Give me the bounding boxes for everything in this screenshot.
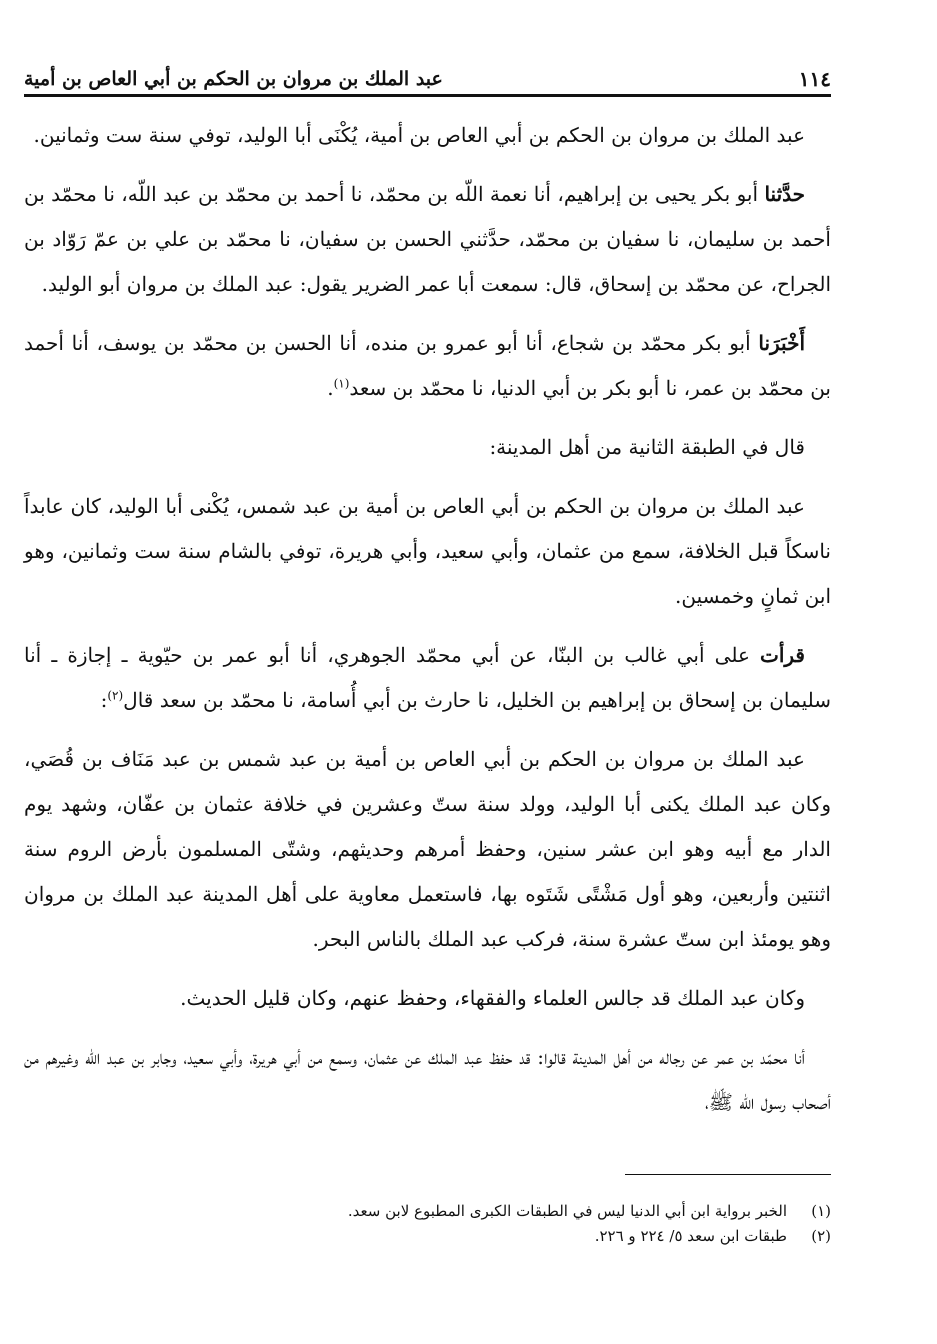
paragraph-text: عبد الملك بن مروان بن الحكم بن أبي العاص بن أمية بن عبد شمس، يُكْنى أبا الوليد، كان عابداً ناسكاً قبل الخلافة، سمع من عثمان، وأبي سعيد، وأبي هريرة، توفي بالشام سنة ست وثمانين، وهو ابن ثمانٍ وخمسين.	[24, 494, 831, 608]
paragraph-text: على أبي غالب بن البنّا، عن أبي محمّد الجوهري، أنا أبو عمر بن حيّوية ـ إجازة ـ أنا سليمان بن إسحاق بن إبراهيم بن الخليل، نا حارث بن أبي أُسامة، نا محمّد بن سعد قال	[24, 643, 831, 712]
paragraph-2	[24, 172, 831, 307]
footnote-rule	[625, 1174, 831, 1175]
footnote-ref-2[interactable]: (٢)	[107, 688, 124, 703]
footnote-2	[24, 1224, 831, 1249]
paragraph-1	[24, 113, 831, 158]
paragraph-lead: أَخْبَرَنا	[758, 331, 805, 355]
paragraph-8	[24, 976, 831, 1021]
footnote-1	[24, 1199, 831, 1224]
paragraph-lead: قرأت	[760, 643, 805, 667]
footnote-number: (١)	[811, 1202, 831, 1220]
footnote-text: طبقات ابن سعد ٥/ ٢٢٤ و ٢٢٦.	[594, 1227, 787, 1245]
page-number: ١١٤	[798, 67, 831, 91]
paragraph-7	[24, 737, 831, 962]
footnote-number: (٢)	[811, 1227, 831, 1245]
paragraph-5	[24, 484, 831, 619]
paragraph-tail: :	[100, 688, 108, 712]
footnote-text: الخبر برواية ابن أبي الدنيا ليس في الطبقات الكبرى المطبوع لابن سعد.	[347, 1202, 787, 1220]
paragraph-text: وكان عبد الملك قد جالس العلماء والفقهاء، وحفظ عنهم، وكان قليل الحديث.	[180, 986, 805, 1010]
paragraph-4	[24, 425, 831, 470]
paragraph-text: أبو بكر يحيى بن إبراهيم، أنا نعمة اللّه بن محمّد، نا أحمد بن محمّد بن عبد اللّه، نا محمّد بن أحمد بن سليمان، نا سفيان بن محمّد، حدَّثني الحسن بن سفيان، نا محمّد بن علي بن عمّ رَوّاد بن الجراح، عن محمّد بن إسحاق، قال: سمعت أبا عمر الضرير يقول: عبد الملك بن مروان أبو الوليد.	[24, 182, 831, 296]
paragraph-text: أبو بكر محمّد بن شجاع، أنا أبو عمرو بن منده، أنا الحسن بن محمّد بن يوسف، أنا أحمد بن محمّد بن عمر، نا أبو بكر بن أبي الدنيا، نا محمّد بن سعد	[24, 331, 831, 400]
header-rule	[24, 94, 831, 97]
paragraph-tail: .	[327, 376, 334, 400]
footnotes	[24, 1199, 831, 1249]
paragraph-3	[24, 321, 831, 411]
running-title: عبد الملك بن مروان بن الحكم بن أبي العاص بن أمية	[24, 68, 443, 90]
paragraph-text: عبد الملك بن مروان بن الحكم بن أبي العاص بن أمية بن عبد شمس بن عبد مَنَاف بن قُصَي، وكان عبد الملك يكنى أبا الوليد، وولد سنة ستّ وعشرين في خلافة عثمان بن عفّان، وشهد يوم الدار مع أبيه وهو ابن عشر سنين، وحفظ أمرهم وحديثهم، وشتّى المسلمون بأرض الروم سنة اثنتين وأربعين، وهو أول مَشْتًى شَتَوه بها، فاستعمل معاوية على أهل المدينة عبد الملك بن مروان وهو يومئذ ابن ستّ عشرة سنة، فركب عبد الملك بالناس البحر.	[24, 747, 831, 951]
paragraph-text: قال في الطبقة الثانية من أهل المدينة:	[489, 435, 805, 459]
page-header	[24, 50, 831, 90]
paragraph-6	[24, 633, 831, 723]
paragraph-text: عبد الملك بن مروان بن الحكم بن أبي العاص بن أمية، يُكْنَى أبا الوليد، توفي سنة ست وثمانين.	[33, 123, 805, 147]
paragraph-lead: حدَّثنا	[764, 182, 805, 206]
main-text	[24, 113, 831, 1139]
paragraph-text: أنا محمّد بن عمر عن رجاله من أهل المدينة قالوا: قد حفظ عبد الملك عن عثمان، وسمع من أبي هريرة، وأبي سعيد، وجابر بن عبد اللّه وغيرهم من أصحاب رسول الله ﷺ،	[24, 1045, 831, 1114]
paragraph-9	[24, 1035, 831, 1125]
footnote-ref-1[interactable]: (١)	[333, 376, 350, 391]
